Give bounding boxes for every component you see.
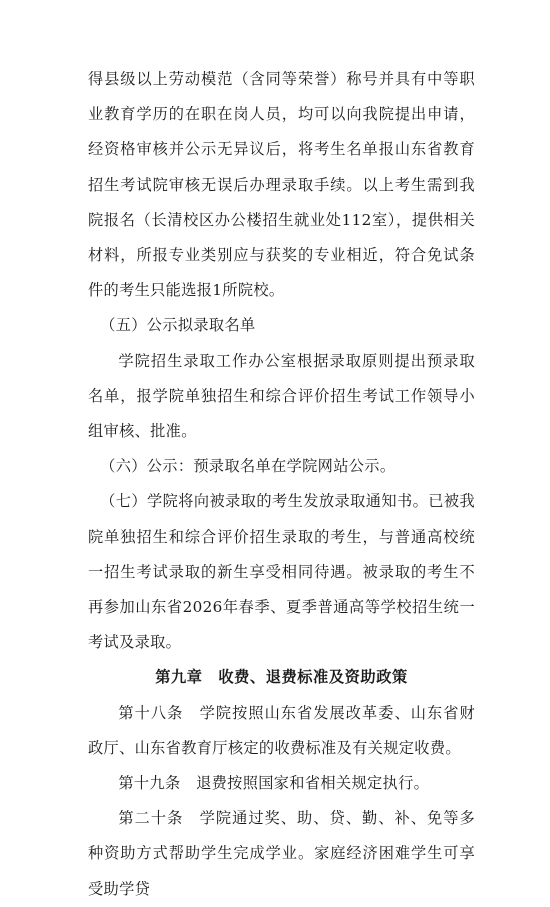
chapter-heading: 第九章 收费、退费标准及资助政策 (155, 668, 408, 687)
section-heading-six: （六）公示：预录取名单在学院网站公示。 (100, 457, 396, 476)
section-heading-five: （五）公示拟录取名单 (100, 316, 256, 335)
paragraph-preadmission: 学院招生录取工作办公室根据录取原则提出预录取名单，报学院单独招生和综合评价招生考试工作领导小组审核、批准。 (88, 351, 475, 441)
article-19: 第十九条 退费按照国家和省相关规定执行。 (118, 774, 430, 793)
section-seven-paragraph: （七）学院将向被录取的考生发放录取通知书。已被我院单独招生和综合评价招生录取的考生，与普通高校统一招生考试录取的新生享受相同待遇。被录取的考生不再参加山东省2026年春季、夏季普通高等学校招生统一考试及录取。 (88, 492, 475, 652)
article-18: 第十八条 学院按照山东省发展改革委、山东省财政厅、山东省教育厅核定的收费标准及有关规定收费。 (88, 703, 475, 757)
document-body (88, 62, 475, 907)
article-20: 第二十条 学院通过奖、助、贷、勤、补、免等多种资助方式帮助学生完成学业。家庭经济困难学生可享受助学贷 (88, 809, 475, 898)
continued-paragraph: 得县级以上劳动模范（含同等荣誉）称号并具有中等职业教育学历的在职在岗人员，均可以向我院提出申请，经资格审核并公示无异议后，将考生名单报山东省教育招生考试院审核无误后办理录取手续。以上考生需到我院报名（长清校区办公楼招生就业处112室），提供相关材料，所报专业类别应与获奖的专业相近，符合免试条件的考生只能选报1所院校。 (88, 70, 475, 300)
